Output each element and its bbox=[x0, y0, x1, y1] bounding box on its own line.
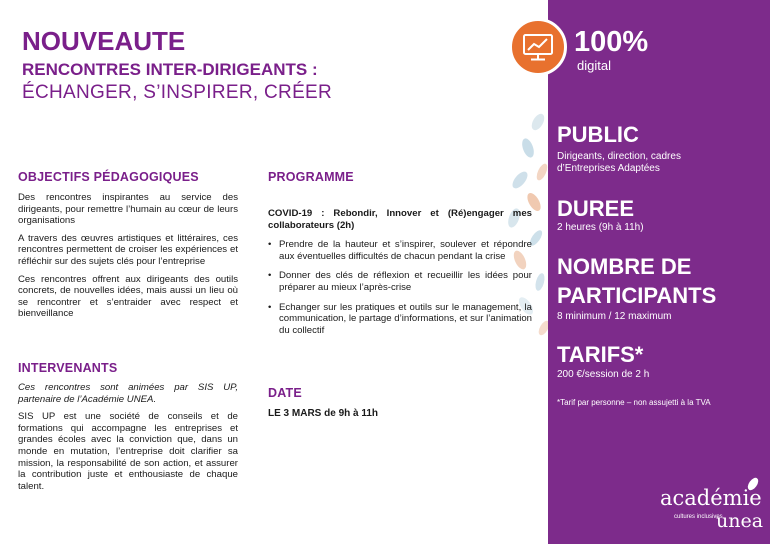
programme-bullet-list bbox=[268, 239, 532, 336]
objectifs-paragraph: Des rencontres inspirantes au service des dirigeants, pour remettre l’humain au cœur de leurs organisations bbox=[18, 192, 238, 227]
page-title: NOUVEAUTE bbox=[22, 26, 186, 56]
intervenants-intro: Ces rencontres sont animées par SIS UP, partenaire de l’Académie UNEA. bbox=[18, 382, 238, 405]
objectifs-body bbox=[18, 192, 238, 326]
digital-percentage: 100% bbox=[574, 26, 649, 58]
page-tagline: ÉCHANGER, S’INSPIRER, CRÉER bbox=[22, 82, 333, 103]
intervenants-body bbox=[18, 382, 238, 498]
tarifs-note: *Tarif par personne – non assujetti à la TVA bbox=[557, 398, 711, 407]
digital-label: digital bbox=[577, 58, 611, 73]
duree-heading: DUREE bbox=[557, 196, 635, 221]
objectifs-heading: OBJECTIFS PÉDAGOGIQUES bbox=[18, 170, 199, 184]
programme-heading: PROGRAMME bbox=[268, 170, 354, 184]
participants-heading-1: NOMBRE DE bbox=[557, 254, 692, 279]
date-value: LE 3 MARS de 9h à 11h bbox=[268, 408, 379, 419]
page-header bbox=[22, 26, 332, 105]
date-heading: DATE bbox=[268, 386, 302, 400]
monitor-chart-icon bbox=[512, 21, 564, 73]
page-subtitle: RENCONTRES INTER-DIRIGEANTS : bbox=[22, 60, 318, 79]
objectifs-paragraph: A travers des œuvres artistiques et littéraires, ces rencontres permettent de croiser les expériences et réfléchir sur des sujets clés pour l’entreprise bbox=[18, 232, 238, 267]
tarifs-heading: TARIFS* bbox=[557, 342, 644, 367]
list-item: • Echanger sur les pratiques et outils sur le management, la communication, le partage d’informations, et sur l’animation du collectif bbox=[268, 302, 532, 337]
programme-session-title: COVID-19 : Rebondir, Innover et (Ré)engager mes collaborateurs (2h) bbox=[268, 208, 532, 231]
objectifs-paragraph: Ces rencontres offrent aux dirigeants des outils concrets, de nouvelles idées, mais aussi un lieu où se rencontrer et s’entraider avec respect et bienveillance bbox=[18, 273, 238, 320]
public-text: Dirigeants, direction, cadres d’Entreprises Adaptées bbox=[557, 151, 681, 174]
intervenants-text: SIS UP est une société de conseils et de formations qui accompagne les entreprises et grandes écoles avec la conviction que, dans un monde en mutation, l’entreprise doit clarifier sa mission, la responsabilité de son action, et assurer la contribution juste et enthousiaste de chaque talent. bbox=[18, 411, 238, 492]
programme-body bbox=[268, 208, 532, 344]
list-item: • Prendre de la hauteur et s’inspirer, soulever et répondre aux éventuelles difficultés de chacun pendant la crise bbox=[268, 239, 532, 262]
tarifs-text: 200 €/session de 2 h bbox=[557, 369, 650, 380]
logo-text-unea: unea bbox=[716, 510, 764, 532]
logo-tagline: cultures inclusives bbox=[674, 514, 723, 520]
logo-text-academie: académie bbox=[660, 486, 762, 510]
list-item: • Donner des clés de réflexion et recueillir les idées pour préparer au mieux l’après-crise bbox=[268, 270, 532, 293]
duree-text: 2 heures (9h à 11h) bbox=[557, 222, 644, 233]
public-heading: PUBLIC bbox=[557, 122, 639, 147]
intervenants-heading: INTERVENANTS bbox=[18, 361, 118, 375]
participants-text: 8 minimum / 12 maximum bbox=[557, 311, 672, 322]
academie-unea-logo bbox=[660, 476, 764, 532]
digital-badge bbox=[509, 18, 567, 76]
participants-heading-2: PARTICIPANTS bbox=[557, 283, 717, 308]
